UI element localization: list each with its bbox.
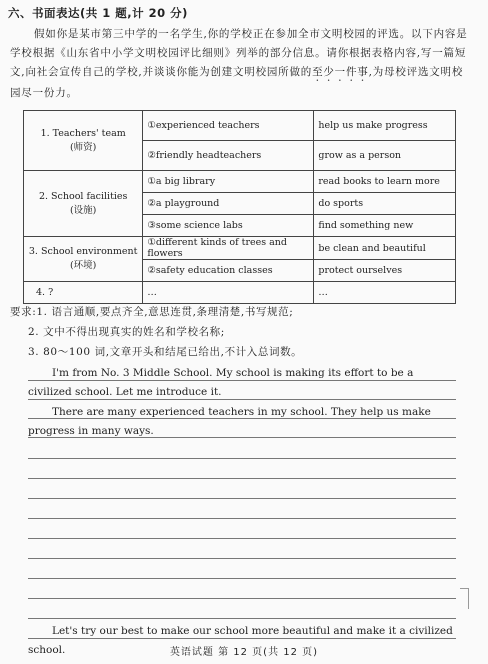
requirement-1: 要求:1. 语言通顺,要点齐全,意思连贯,条理清楚,书写规范; [10,306,294,318]
item-cell: ②friendly headteachers [143,141,314,171]
opening-paragraph-2: There are many experienced teachers in my school. They help us make progress in many ways. [28,406,431,437]
item-cell: ②safety education classes [143,260,314,282]
writing-line [28,538,456,539]
writing-line [28,458,456,459]
result-cell: grow as a person [314,141,456,171]
category-cell: 3. School environment (环境) [24,237,143,282]
result-cell: do sports [314,193,456,215]
result-cell: find something new [314,215,456,237]
category-cell: 4. ? [24,282,143,304]
requirement-3: 3. 80～100 词,文章开头和结尾已给出,不计入总词数。 [28,346,303,358]
result-cell: read books to learn more [314,171,456,193]
writing-line [28,498,456,499]
closing-paragraph: Let's try our best to make our school more beautiful and make it a civilized school. [28,625,453,656]
writing-line [28,598,456,599]
item-cell: ①experienced teachers [143,111,314,141]
result-cell: be clean and beautiful [314,237,456,260]
instructions-part-1: 假如你是某市第三中学的一名学生,你的学校正在参加全市文明校园的评选。以下内容是学校根据《山东省中小学文明校园评比细则》列举的部分信息。请你根据表格内容,写一篇短文,向社会宣传自己的学校,并谈谈你能为创建文明校园所做的 [10,28,468,78]
page-footer: 英语试题 第 12 页(共 12 页) [169,647,319,658]
instructions-part-3: ,为母校评选文明校园尽一份力。 [10,66,464,99]
instructions-emphasis: 至少一件事 [312,66,369,78]
info-table [23,110,456,304]
item-cell: ①a big library [143,171,314,193]
item-cell: ③some science labs [143,215,314,237]
writing-line [28,618,456,619]
writing-line [28,558,456,559]
task-instructions [10,25,468,103]
result-cell: protect ourselves [314,260,456,282]
category-cell: 1. Teachers' team (师资) [24,111,143,171]
item-cell: … [143,282,314,304]
writing-line [28,478,456,479]
binding-mark [460,588,469,609]
result-cell: … [314,282,456,304]
writing-line [28,578,456,579]
item-cell: ①different kinds of trees and flowers [143,237,314,260]
opening-paragraph-1: I'm from No. 3 Middle School. My school is making its effort to be a civilized school. Let me introduce it. [28,367,414,398]
section-title: 六、书面表达(共 1 题,计 20 分) [8,6,188,20]
item-cell: ②a playground [143,193,314,215]
requirement-2: 2. 文中不得出现真实的姓名和学校名称; [28,326,225,338]
result-cell: help us make progress [314,111,456,141]
category-cell: 2. School facilities (设施) [24,171,143,237]
writing-line [28,518,456,519]
